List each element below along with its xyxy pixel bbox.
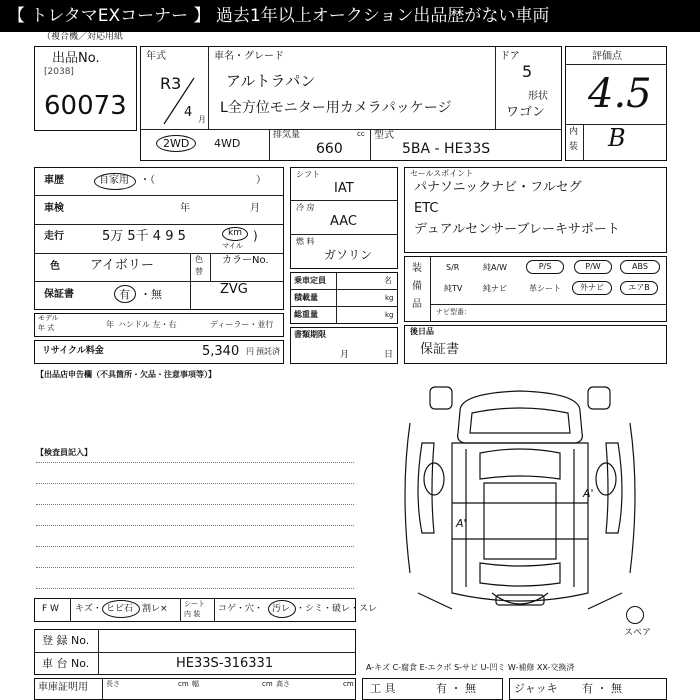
mileage-label: 走行 <box>44 231 64 242</box>
mileage-value: 5万 5千 4 9 5 <box>102 229 186 244</box>
seat-dirt: 汚レ <box>272 604 291 614</box>
year-month-unit: 月 <box>198 115 206 124</box>
lot-code: [2038] <box>44 67 74 77</box>
report-label: 【出品店申告欄（不具箇所・欠品・注意事項等）】 <box>36 370 216 379</box>
damage-legend: A-キズ C-腐食 E-エクボ S-サビ U-凹ミ W-補修 XX-交換済 <box>366 663 575 672</box>
lot-label: 出品No. <box>52 51 100 66</box>
sales-line-3: デュアルセンサーブレーキサポート <box>414 222 620 237</box>
colorno-value: ZVG <box>220 282 248 297</box>
equip-navi: 純ナビ <box>483 284 507 293</box>
drive-4wd: 4WD <box>214 137 241 150</box>
capacity-row-3: 総重量 <box>294 310 318 319</box>
tools-value: 有 ・ 無 <box>436 682 476 695</box>
color-change-1: 色 <box>195 255 203 264</box>
year-era: R3 <box>160 74 182 93</box>
disp-unit: cc <box>357 130 365 138</box>
dims-height: 高さ <box>276 680 290 688</box>
sales-label: セールスポイント <box>410 169 474 178</box>
drive-2wd: 2WD <box>163 137 190 150</box>
inspection-year: 年 <box>180 203 190 214</box>
recycle-value: 5,340 <box>202 344 240 359</box>
interior-label-1: 内 <box>569 127 579 137</box>
color-value: アイボリー <box>90 258 154 273</box>
color-change-2: 替 <box>195 267 203 276</box>
docs-day: 日 <box>384 350 394 360</box>
recycle-unit: 円 <box>246 347 254 356</box>
equip-airbag: エアB <box>620 281 658 295</box>
modelyear-dealer: ディーラー・並行 <box>210 320 274 329</box>
model-label: 型式 <box>374 130 394 141</box>
dims-cm-2: cm <box>262 680 273 688</box>
equip-leather: 革シート <box>529 284 561 293</box>
history-rest: ・（ <box>140 175 155 186</box>
seat-other: ・シミ・破レ・スレ <box>296 604 378 614</box>
equip-pw: P/W <box>574 260 612 274</box>
capacity-unit-3: kg <box>385 311 394 319</box>
fuel-label: 燃 料 <box>296 237 315 246</box>
dims-width: 幅 <box>192 680 199 688</box>
capacity-row-1: 乗車定員 <box>294 276 326 285</box>
recycle-label: リサイクル料金 <box>42 346 104 356</box>
sales-line-2: ETC <box>414 201 439 216</box>
doors-label: ドア <box>500 51 520 62</box>
ac-value: AAC <box>330 214 357 229</box>
inspection-label: 車検 <box>44 203 64 214</box>
dims-cm-1: cm <box>178 680 189 688</box>
equip-sr: S/R <box>446 263 460 272</box>
interior-label-2: 装 <box>569 142 579 152</box>
dims-label: 車庫証明用 <box>38 682 88 693</box>
modelyear-handle: ハンドル 左・右 <box>118 320 177 329</box>
shape-label: 形状 <box>528 91 548 102</box>
score-value: 4.5 <box>588 71 652 117</box>
shift-value: IAT <box>334 181 354 196</box>
fw-chip: ヒビ石 <box>106 604 134 614</box>
dims-cm-3: cm <box>343 680 354 688</box>
model-value: 5BA - HE33S <box>402 141 491 157</box>
equip-tv: 純TV <box>444 284 463 293</box>
fuel-value: ガソリン <box>324 248 373 262</box>
interior-grade: B <box>608 124 626 152</box>
history-label: 車歴 <box>44 175 64 186</box>
disp-label: 排気量 <box>273 130 301 140</box>
equip-ps: P/S <box>526 260 564 274</box>
capacity-unit-2: kg <box>385 294 394 302</box>
year-month: 4 <box>184 105 193 120</box>
shape-value: ワゴン <box>506 105 546 120</box>
form-subtitle: （複合機／対応用紙 <box>42 32 124 42</box>
reg-label: 登 録 No. <box>42 634 90 647</box>
colorno-label: カラーNo. <box>222 255 269 266</box>
spare-tire-icon <box>626 606 644 624</box>
spare-label: スペア <box>624 628 652 638</box>
warranty-value: 有 <box>119 288 130 301</box>
score-label: 評価点 <box>592 51 622 62</box>
capacity-row-2: 積載量 <box>294 293 318 302</box>
chassis-label: 車 台 No. <box>42 657 90 670</box>
disp-value: 660 <box>316 141 343 157</box>
docs-label: 書類期限 <box>294 330 326 339</box>
equip-label-1: 装 <box>412 263 422 274</box>
header-banner: 【 トレタマEXコーナー 】 過去1年以上オークション出品歴がない車両 <box>0 0 700 32</box>
car-damage-diagram <box>400 383 640 615</box>
equip-extnavi: 外ナビ <box>572 281 612 295</box>
car-name: アルトラパン <box>226 72 316 90</box>
modelyear-label-1: モデル <box>38 314 59 322</box>
after-label: 後日品 <box>410 327 434 336</box>
lot-number: 60073 <box>44 91 127 121</box>
recycle-note: 預託済 <box>256 347 280 356</box>
seat-label-1: シート <box>184 600 205 608</box>
history-value: 自家用 <box>99 175 129 186</box>
warranty-rest: ・無 <box>140 288 162 301</box>
doors-value: 5 <box>522 62 533 81</box>
year-label: 年式 <box>146 51 166 62</box>
equip-label-3: 品 <box>412 299 422 310</box>
dims-length: 長さ <box>106 680 120 688</box>
fw-crack: 割レ× <box>142 604 168 614</box>
inspector-label: 【検査員記入】 <box>36 448 92 457</box>
shift-label: シフト <box>296 170 320 179</box>
chassis-value: HE33S-316331 <box>176 656 274 671</box>
mileage-km: km <box>228 228 242 238</box>
inspection-month: 月 <box>250 203 260 214</box>
tools-label: 工 具 <box>370 682 396 695</box>
modelyear-year: 年 <box>106 320 114 329</box>
mileage-close: ) <box>253 229 258 243</box>
color-label: 色 <box>50 261 60 272</box>
docs-month: 月 <box>340 350 350 360</box>
modelyear-label-2: 年 式 <box>38 324 55 332</box>
car-grade: L全方位モニター用カメラパッケージ <box>220 100 452 116</box>
seat-label-2: 内 装 <box>184 610 201 618</box>
ac-label: 冷 房 <box>296 203 315 212</box>
jack-value: 有 ・ 無 <box>582 682 622 695</box>
damage-mark-2: A' <box>456 517 467 530</box>
equip-label-2: 備 <box>412 281 422 292</box>
mileage-mile: マイル <box>222 242 243 250</box>
equip-aw: 純A/W <box>483 263 508 272</box>
equip-navi-model: ナビ型番： <box>436 308 471 316</box>
seat-burn: コゲ・穴・ <box>218 604 264 614</box>
fw-scratch: キズ・ <box>75 604 102 614</box>
damage-mark-1: A' <box>583 487 594 500</box>
fw-label: F W <box>42 604 59 614</box>
car-label: 車名・グレード <box>214 51 284 62</box>
equip-abs: ABS <box>620 260 660 274</box>
sales-line-1: パナソニックナビ・フルセグ <box>414 180 582 195</box>
jack-label: ジャッキ <box>514 682 558 695</box>
capacity-unit-1: 名 <box>384 276 392 285</box>
history-close: ） <box>256 175 266 186</box>
after-value: 保証書 <box>420 342 460 357</box>
warranty-label: 保証書 <box>44 289 74 300</box>
